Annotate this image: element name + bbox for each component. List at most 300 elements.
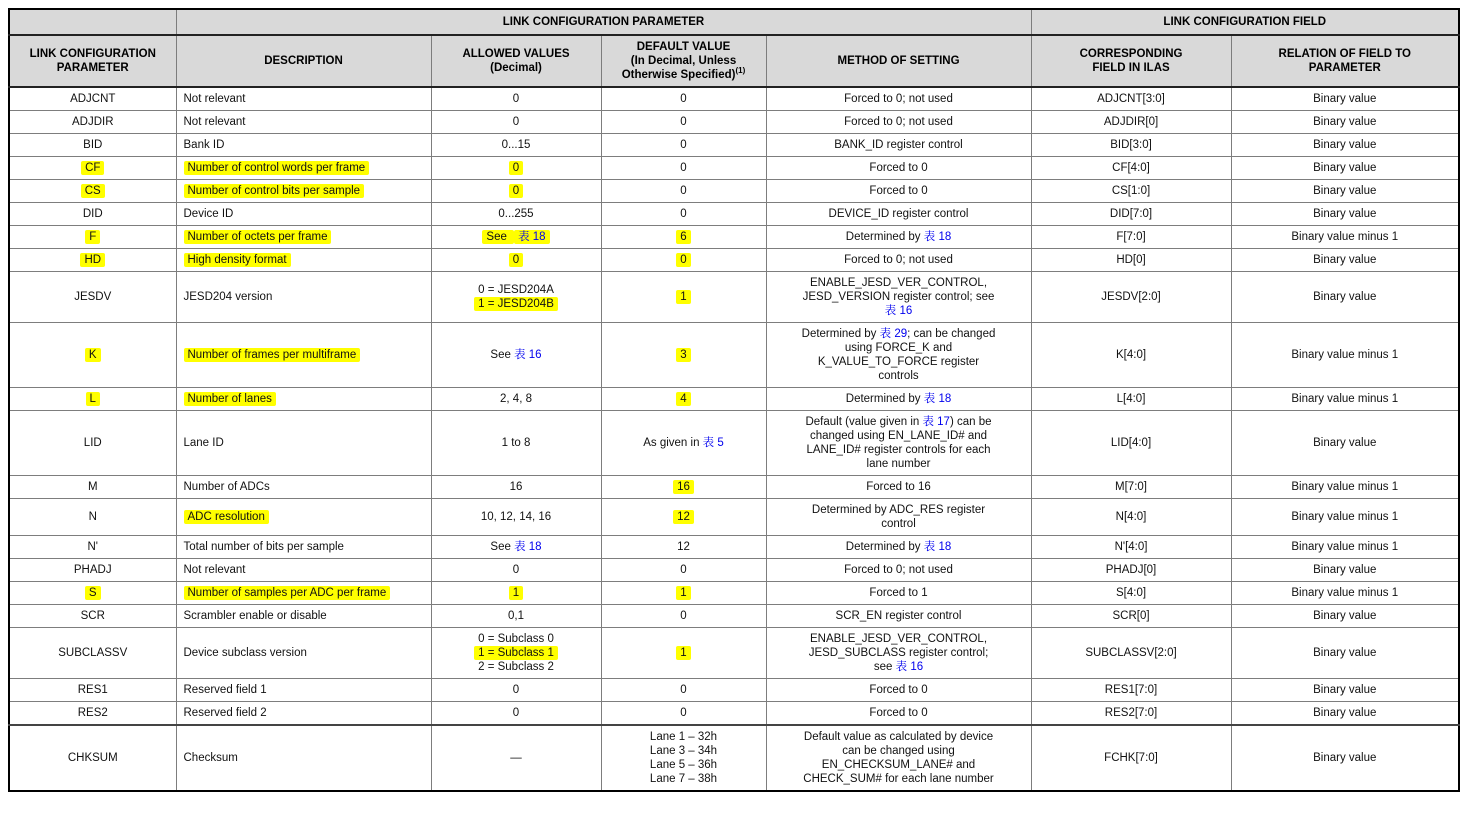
- text-segment: Not relevant: [183, 93, 246, 105]
- text-segment: 0...255: [498, 208, 534, 220]
- cell-line: [436, 392, 597, 406]
- cell-line: [771, 92, 1027, 106]
- cell-line: [184, 540, 427, 554]
- text-segment: Default (value given in: [805, 416, 923, 428]
- table-header: [9, 9, 1459, 87]
- cell-description: [176, 87, 431, 111]
- text-segment: Forced to 0; not used: [844, 93, 953, 105]
- text-segment: Bank ID: [183, 139, 225, 151]
- cell-allowed-values: [431, 725, 601, 791]
- cell-line: [1236, 230, 1455, 244]
- table-row-subclassv: [9, 628, 1459, 679]
- text-segment: CHECK_SUM# for each lane number: [803, 773, 994, 785]
- text-segment: Binary value minus 1: [1291, 393, 1399, 405]
- cell-corresponding-field-in-ilas: [1031, 272, 1231, 323]
- text-segment: Binary value: [1313, 437, 1377, 449]
- cell-line: [184, 609, 427, 623]
- text-segment: BID[3:0]: [1110, 139, 1152, 151]
- cell-allowed-values: [431, 499, 601, 536]
- cell-line: [1036, 751, 1227, 765]
- cell-line: [606, 138, 762, 152]
- cell-parameter: [9, 180, 176, 203]
- table-row-cs: [9, 180, 1459, 203]
- cell-description: [176, 203, 431, 226]
- cell-line: [606, 758, 762, 772]
- cell-corresponding-field-in-ilas: [1031, 134, 1231, 157]
- column-header-default-value: [601, 35, 766, 87]
- cell-line: [606, 480, 762, 494]
- cell-parameter: [9, 157, 176, 180]
- cell-line: [436, 348, 597, 362]
- cell-default-value: [601, 134, 766, 157]
- cell-line: [1236, 290, 1455, 304]
- cell-allowed-values: [431, 111, 601, 134]
- text-segment: Lane 3 – 34h: [649, 745, 718, 757]
- text-segment: Binary value minus 1: [1291, 231, 1399, 243]
- table-row-k: [9, 323, 1459, 388]
- cell-line: [184, 207, 427, 221]
- cell-method-of-setting: [766, 582, 1031, 605]
- cell-line: [436, 253, 597, 267]
- cell-line: [771, 415, 1027, 429]
- cell-line: [1236, 646, 1455, 660]
- cell-line: [14, 253, 172, 267]
- text-segment: Forced to 0: [869, 707, 928, 719]
- text-segment: K: [85, 348, 101, 362]
- text-segment: Binary value: [1313, 647, 1377, 659]
- cell-description: [176, 134, 431, 157]
- cell-description: [176, 226, 431, 249]
- cell-default-value: [601, 628, 766, 679]
- cell-description: [176, 499, 431, 536]
- cell-line: [436, 751, 597, 765]
- text-segment: Lane 5 – 36h: [649, 759, 718, 771]
- text-segment: Binary value minus 1: [1291, 481, 1399, 493]
- cell-method-of-setting: [766, 134, 1031, 157]
- cell-corresponding-field-in-ilas: [1031, 679, 1231, 702]
- text-segment: Default value as calculated by device: [803, 731, 994, 743]
- text-segment: Binary value: [1313, 185, 1377, 197]
- text-segment: Number of ADCs: [183, 481, 270, 493]
- cell-line: [14, 290, 172, 304]
- cell-line: [436, 563, 597, 577]
- cell-line: [606, 563, 762, 577]
- table-row-scr: [9, 605, 1459, 628]
- cell-allowed-values: [431, 702, 601, 726]
- column-header-line: METHOD OF SETTING: [837, 55, 960, 67]
- cell-method-of-setting: [766, 628, 1031, 679]
- table-row-adjdir: [9, 111, 1459, 134]
- cell-line: [184, 161, 427, 175]
- cell-line: [771, 503, 1027, 517]
- cell-line: [1236, 563, 1455, 577]
- cell-line: [436, 207, 597, 221]
- text-segment: can be changed using: [842, 745, 955, 757]
- table-ref-link[interactable]: 表 5: [702, 437, 724, 449]
- text-segment: 2, 4, 8: [500, 393, 532, 405]
- cell-method-of-setting: [766, 249, 1031, 272]
- cell-relation-of-field-to-parameter: [1231, 272, 1459, 323]
- cell-line: [14, 540, 172, 554]
- cell-description: [176, 157, 431, 180]
- cell-allowed-values: [431, 87, 601, 111]
- cell-description: [176, 388, 431, 411]
- column-header-line: Otherwise Specified)$^{(1)}$: [621, 66, 746, 81]
- cell-relation-of-field-to-parameter: [1231, 582, 1459, 605]
- cell-method-of-setting: [766, 157, 1031, 180]
- cell-line: [771, 290, 1027, 304]
- cell-relation-of-field-to-parameter: [1231, 411, 1459, 476]
- cell-line: [14, 646, 172, 660]
- text-segment: N': [87, 541, 98, 553]
- cell-parameter: [9, 628, 176, 679]
- text-segment: 0: [680, 162, 687, 174]
- column-header-line: LINK CONFIGURATION: [29, 48, 156, 60]
- text-segment: Determined by: [801, 328, 880, 340]
- cell-line: [771, 443, 1027, 457]
- cell-relation-of-field-to-parameter: [1231, 134, 1459, 157]
- cell-description: [176, 411, 431, 476]
- text-segment: BANK_ID register control: [834, 139, 963, 151]
- column-header-line: CORRESPONDING: [1079, 48, 1183, 60]
- cell-parameter: [9, 411, 176, 476]
- cell-line: [184, 92, 427, 106]
- cell-corresponding-field-in-ilas: [1031, 605, 1231, 628]
- text-segment: ADJDIR[0]: [1103, 116, 1159, 128]
- table-ref-link[interactable]: 表 16: [514, 349, 542, 361]
- cell-relation-of-field-to-parameter: [1231, 203, 1459, 226]
- column-header-line: (In Decimal, Unless: [630, 55, 737, 67]
- cell-relation-of-field-to-parameter: [1231, 111, 1459, 134]
- text-segment: Binary value minus 1: [1291, 541, 1399, 553]
- cell-line: [606, 184, 762, 198]
- table-row-cf: [9, 157, 1459, 180]
- group-header-link-configuration-field: LINK CONFIGURATION FIELD: [1031, 9, 1459, 35]
- cell-line: [1236, 436, 1455, 450]
- cell-corresponding-field-in-ilas: [1031, 628, 1231, 679]
- cell-line: [436, 480, 597, 494]
- cell-method-of-setting: [766, 605, 1031, 628]
- cell-parameter: [9, 499, 176, 536]
- text-segment: N[4:0]: [1115, 511, 1147, 523]
- cell-description: [176, 582, 431, 605]
- text-segment: LID: [83, 437, 102, 449]
- cell-line: [436, 706, 597, 720]
- cell-method-of-setting: [766, 203, 1031, 226]
- cell-parameter: [9, 702, 176, 726]
- table-ref-link[interactable]: 表 18: [923, 393, 952, 405]
- cell-line: [606, 290, 762, 304]
- cell-line: [184, 138, 427, 152]
- cell-line: [436, 609, 597, 623]
- text-segment: See: [490, 541, 515, 553]
- text-segment: Binary value: [1313, 208, 1377, 220]
- cell-default-value: [601, 679, 766, 702]
- text-segment: Binary value: [1313, 116, 1377, 128]
- cell-default-value: [601, 702, 766, 726]
- text-segment: Forced to 0; not used: [844, 254, 953, 266]
- cell-line: [1036, 563, 1227, 577]
- cell-line: [771, 540, 1027, 554]
- text-segment: JESD204 version: [183, 291, 273, 303]
- cell-method-of-setting: [766, 323, 1031, 388]
- cell-line: [184, 436, 427, 450]
- cell-line: [771, 660, 1027, 674]
- cell-line: [14, 115, 172, 129]
- cell-line: [771, 772, 1027, 786]
- cell-corresponding-field-in-ilas: [1031, 203, 1231, 226]
- text-segment: 16: [673, 480, 694, 494]
- cell-line: [1236, 184, 1455, 198]
- table-row-chksum: [9, 725, 1459, 791]
- cell-parameter: [9, 388, 176, 411]
- text-segment: Determined by ADC_RES register: [811, 504, 986, 516]
- text-segment: 3: [676, 348, 690, 362]
- text-segment: Device ID: [183, 208, 234, 220]
- cell-line: [1036, 138, 1227, 152]
- cell-line: [436, 436, 597, 450]
- text-segment: F[7:0]: [1116, 231, 1146, 243]
- cell-default-value: [601, 180, 766, 203]
- cell-corresponding-field-in-ilas: [1031, 702, 1231, 726]
- cell-line: [1236, 683, 1455, 697]
- cell-line: [14, 392, 172, 406]
- text-segment: Not relevant: [183, 116, 246, 128]
- cell-line: [606, 706, 762, 720]
- column-header-line: ALLOWED VALUES: [462, 48, 570, 60]
- cell-corresponding-field-in-ilas: [1031, 499, 1231, 536]
- text-segment: SUBCLASSV: [58, 647, 128, 659]
- text-segment: ADJDIR: [71, 116, 114, 128]
- cell-line: [184, 646, 427, 660]
- text-segment: changed using EN_LANE_ID# and: [809, 430, 988, 442]
- cell-relation-of-field-to-parameter: [1231, 226, 1459, 249]
- cell-line: [184, 230, 427, 244]
- text-segment: ENABLE_JESD_VER_CONTROL,: [809, 633, 988, 645]
- cell-line: [1036, 392, 1227, 406]
- cell-method-of-setting: [766, 411, 1031, 476]
- cell-line: [1036, 683, 1227, 697]
- cell-line: [436, 586, 597, 600]
- table-ref-link[interactable]: 表 29: [879, 328, 908, 340]
- cell-line: [184, 586, 427, 600]
- cell-relation-of-field-to-parameter: [1231, 499, 1459, 536]
- cell-line: [1036, 609, 1227, 623]
- cell-method-of-setting: [766, 559, 1031, 582]
- column-header-description: [176, 35, 431, 87]
- cell-line: [1036, 586, 1227, 600]
- table-ref-link[interactable]: 表 18: [923, 231, 952, 243]
- cell-line: [1236, 706, 1455, 720]
- text-segment: N'[4:0]: [1114, 541, 1148, 553]
- text-segment: 1: [676, 586, 690, 600]
- cell-line: [771, 253, 1027, 267]
- text-segment: 0,1: [508, 610, 524, 622]
- cell-line: [771, 138, 1027, 152]
- column-header-corresponding-field-in-ilas: [1031, 35, 1231, 87]
- text-segment: L[4:0]: [1116, 393, 1146, 405]
- cell-method-of-setting: [766, 536, 1031, 559]
- text-segment: HD: [80, 253, 105, 267]
- table-ref-link[interactable]: 表 18: [514, 541, 542, 553]
- group-header-link-configuration-parameter: LINK CONFIGURATION PARAMETER: [176, 9, 1031, 35]
- cell-corresponding-field-in-ilas: [1031, 323, 1231, 388]
- text-segment: ADC resolution: [184, 510, 269, 524]
- cell-allowed-values: [431, 226, 601, 249]
- table-ref-link[interactable]: 表 18: [923, 541, 952, 553]
- cell-line: [606, 92, 762, 106]
- cell-line: [606, 348, 762, 362]
- cell-line: [1236, 392, 1455, 406]
- text-segment: Checksum: [183, 752, 238, 764]
- cell-line: [1236, 92, 1455, 106]
- cell-line: [436, 138, 597, 152]
- table-row-l: [9, 388, 1459, 411]
- text-segment: Binary value: [1313, 139, 1377, 151]
- text-segment: 0: [680, 610, 687, 622]
- cell-line: [771, 517, 1027, 531]
- cell-method-of-setting: [766, 499, 1031, 536]
- text-segment: M: [87, 481, 98, 493]
- cell-allowed-values: [431, 679, 601, 702]
- cell-line: [1236, 253, 1455, 267]
- text-segment: 4: [676, 392, 690, 406]
- text-segment: Device subclass version: [183, 647, 307, 659]
- cell-line: [14, 138, 172, 152]
- cell-default-value: [601, 157, 766, 180]
- text-segment: PHADJ: [73, 564, 112, 576]
- cell-allowed-values: [431, 476, 601, 499]
- text-segment: N: [88, 511, 97, 523]
- cell-relation-of-field-to-parameter: [1231, 87, 1459, 111]
- cell-line: [14, 683, 172, 697]
- cell-default-value: [601, 476, 766, 499]
- cell-line: [436, 184, 597, 198]
- column-header-parameter: [9, 35, 176, 87]
- cell-default-value: [601, 87, 766, 111]
- cell-line: [606, 683, 762, 697]
- cell-line: [771, 632, 1027, 646]
- cell-line: [184, 348, 427, 362]
- cell-parameter: [9, 559, 176, 582]
- text-segment: lane number: [866, 458, 931, 470]
- table-row-did: [9, 203, 1459, 226]
- text-segment: JESDV: [74, 291, 112, 303]
- table-ref-link[interactable]: 表 16: [895, 661, 924, 673]
- text-segment: 0: [512, 707, 520, 719]
- text-segment: ENABLE_JESD_VER_CONTROL,: [809, 277, 988, 289]
- cell-line: [771, 184, 1027, 198]
- cell-line: [1236, 510, 1455, 524]
- cell-parameter: [9, 226, 176, 249]
- cell-line: [771, 609, 1027, 623]
- text-segment: Binary value: [1313, 752, 1377, 764]
- text-segment: RES2[7:0]: [1104, 707, 1158, 719]
- cell-line: [1036, 161, 1227, 175]
- cell-corresponding-field-in-ilas: [1031, 536, 1231, 559]
- cell-line: [1236, 480, 1455, 494]
- text-segment: S: [85, 586, 101, 600]
- table-ref-link[interactable]: 表 18: [514, 230, 550, 244]
- text-segment: Binary value: [1313, 93, 1377, 105]
- cell-method-of-setting: [766, 702, 1031, 726]
- cell-line: [771, 355, 1027, 369]
- text-segment: DEVICE_ID register control: [828, 208, 969, 220]
- cell-line: [184, 290, 427, 304]
- column-header-line: DESCRIPTION: [264, 55, 343, 67]
- cell-line: [436, 283, 597, 297]
- table-ref-link[interactable]: 表 17: [922, 416, 950, 428]
- cell-line: [14, 184, 172, 198]
- cell-corresponding-field-in-ilas: [1031, 249, 1231, 272]
- cell-description: [176, 628, 431, 679]
- cell-line: [184, 751, 427, 765]
- column-header-row: [9, 35, 1459, 87]
- text-segment: Number of octets per frame: [184, 230, 332, 244]
- cell-corresponding-field-in-ilas: [1031, 226, 1231, 249]
- cell-line: [14, 161, 172, 175]
- cell-corresponding-field-in-ilas: [1031, 411, 1231, 476]
- cell-allowed-values: [431, 388, 601, 411]
- cell-method-of-setting: [766, 476, 1031, 499]
- cell-default-value: [601, 203, 766, 226]
- text-segment: Number of control bits per sample: [184, 184, 365, 198]
- text-segment: Not relevant: [183, 564, 246, 576]
- text-segment: CHKSUM: [67, 752, 118, 764]
- text-segment: DID[7:0]: [1109, 208, 1153, 220]
- text-segment: K[4:0]: [1115, 349, 1147, 361]
- cell-default-value: [601, 582, 766, 605]
- text-segment: 0: [512, 684, 520, 696]
- cell-parameter: [9, 605, 176, 628]
- text-segment: 1: [509, 586, 523, 600]
- cell-corresponding-field-in-ilas: [1031, 111, 1231, 134]
- cell-relation-of-field-to-parameter: [1231, 180, 1459, 203]
- text-segment: CF[4:0]: [1112, 162, 1150, 174]
- text-segment: ; can be changed: [907, 328, 996, 340]
- cell-parameter: [9, 679, 176, 702]
- text-segment: Reserved field 2: [183, 707, 267, 719]
- cell-default-value: [601, 323, 766, 388]
- cell-line: [606, 744, 762, 758]
- cell-method-of-setting: [766, 87, 1031, 111]
- cell-allowed-values: [431, 628, 601, 679]
- table-row-adjcnt: [9, 87, 1459, 111]
- cell-allowed-values: [431, 272, 601, 323]
- cell-line: [184, 480, 427, 494]
- text-segment: Number of control words per frame: [184, 161, 370, 175]
- text-segment: JESDV[2:0]: [1101, 291, 1161, 303]
- cell-relation-of-field-to-parameter: [1231, 249, 1459, 272]
- cell-line: [184, 253, 427, 267]
- text-segment: Determined by: [845, 393, 924, 405]
- text-segment: K_VALUE_TO_FORCE register: [817, 356, 980, 368]
- cell-method-of-setting: [766, 272, 1031, 323]
- cell-default-value: [601, 272, 766, 323]
- cell-relation-of-field-to-parameter: [1231, 157, 1459, 180]
- text-segment: Scrambler enable or disable: [183, 610, 327, 622]
- text-segment: See: [482, 230, 514, 244]
- table-ref-link[interactable]: 表 16: [884, 305, 913, 317]
- text-segment: control: [881, 518, 916, 530]
- cell-line: [606, 540, 762, 554]
- text-segment: 0: [676, 253, 690, 267]
- text-segment: see: [873, 661, 896, 673]
- cell-line: [771, 706, 1027, 720]
- cell-line: [771, 646, 1027, 660]
- cell-line: [606, 609, 762, 623]
- column-header-relation-of-field-to-parameter: [1231, 35, 1459, 87]
